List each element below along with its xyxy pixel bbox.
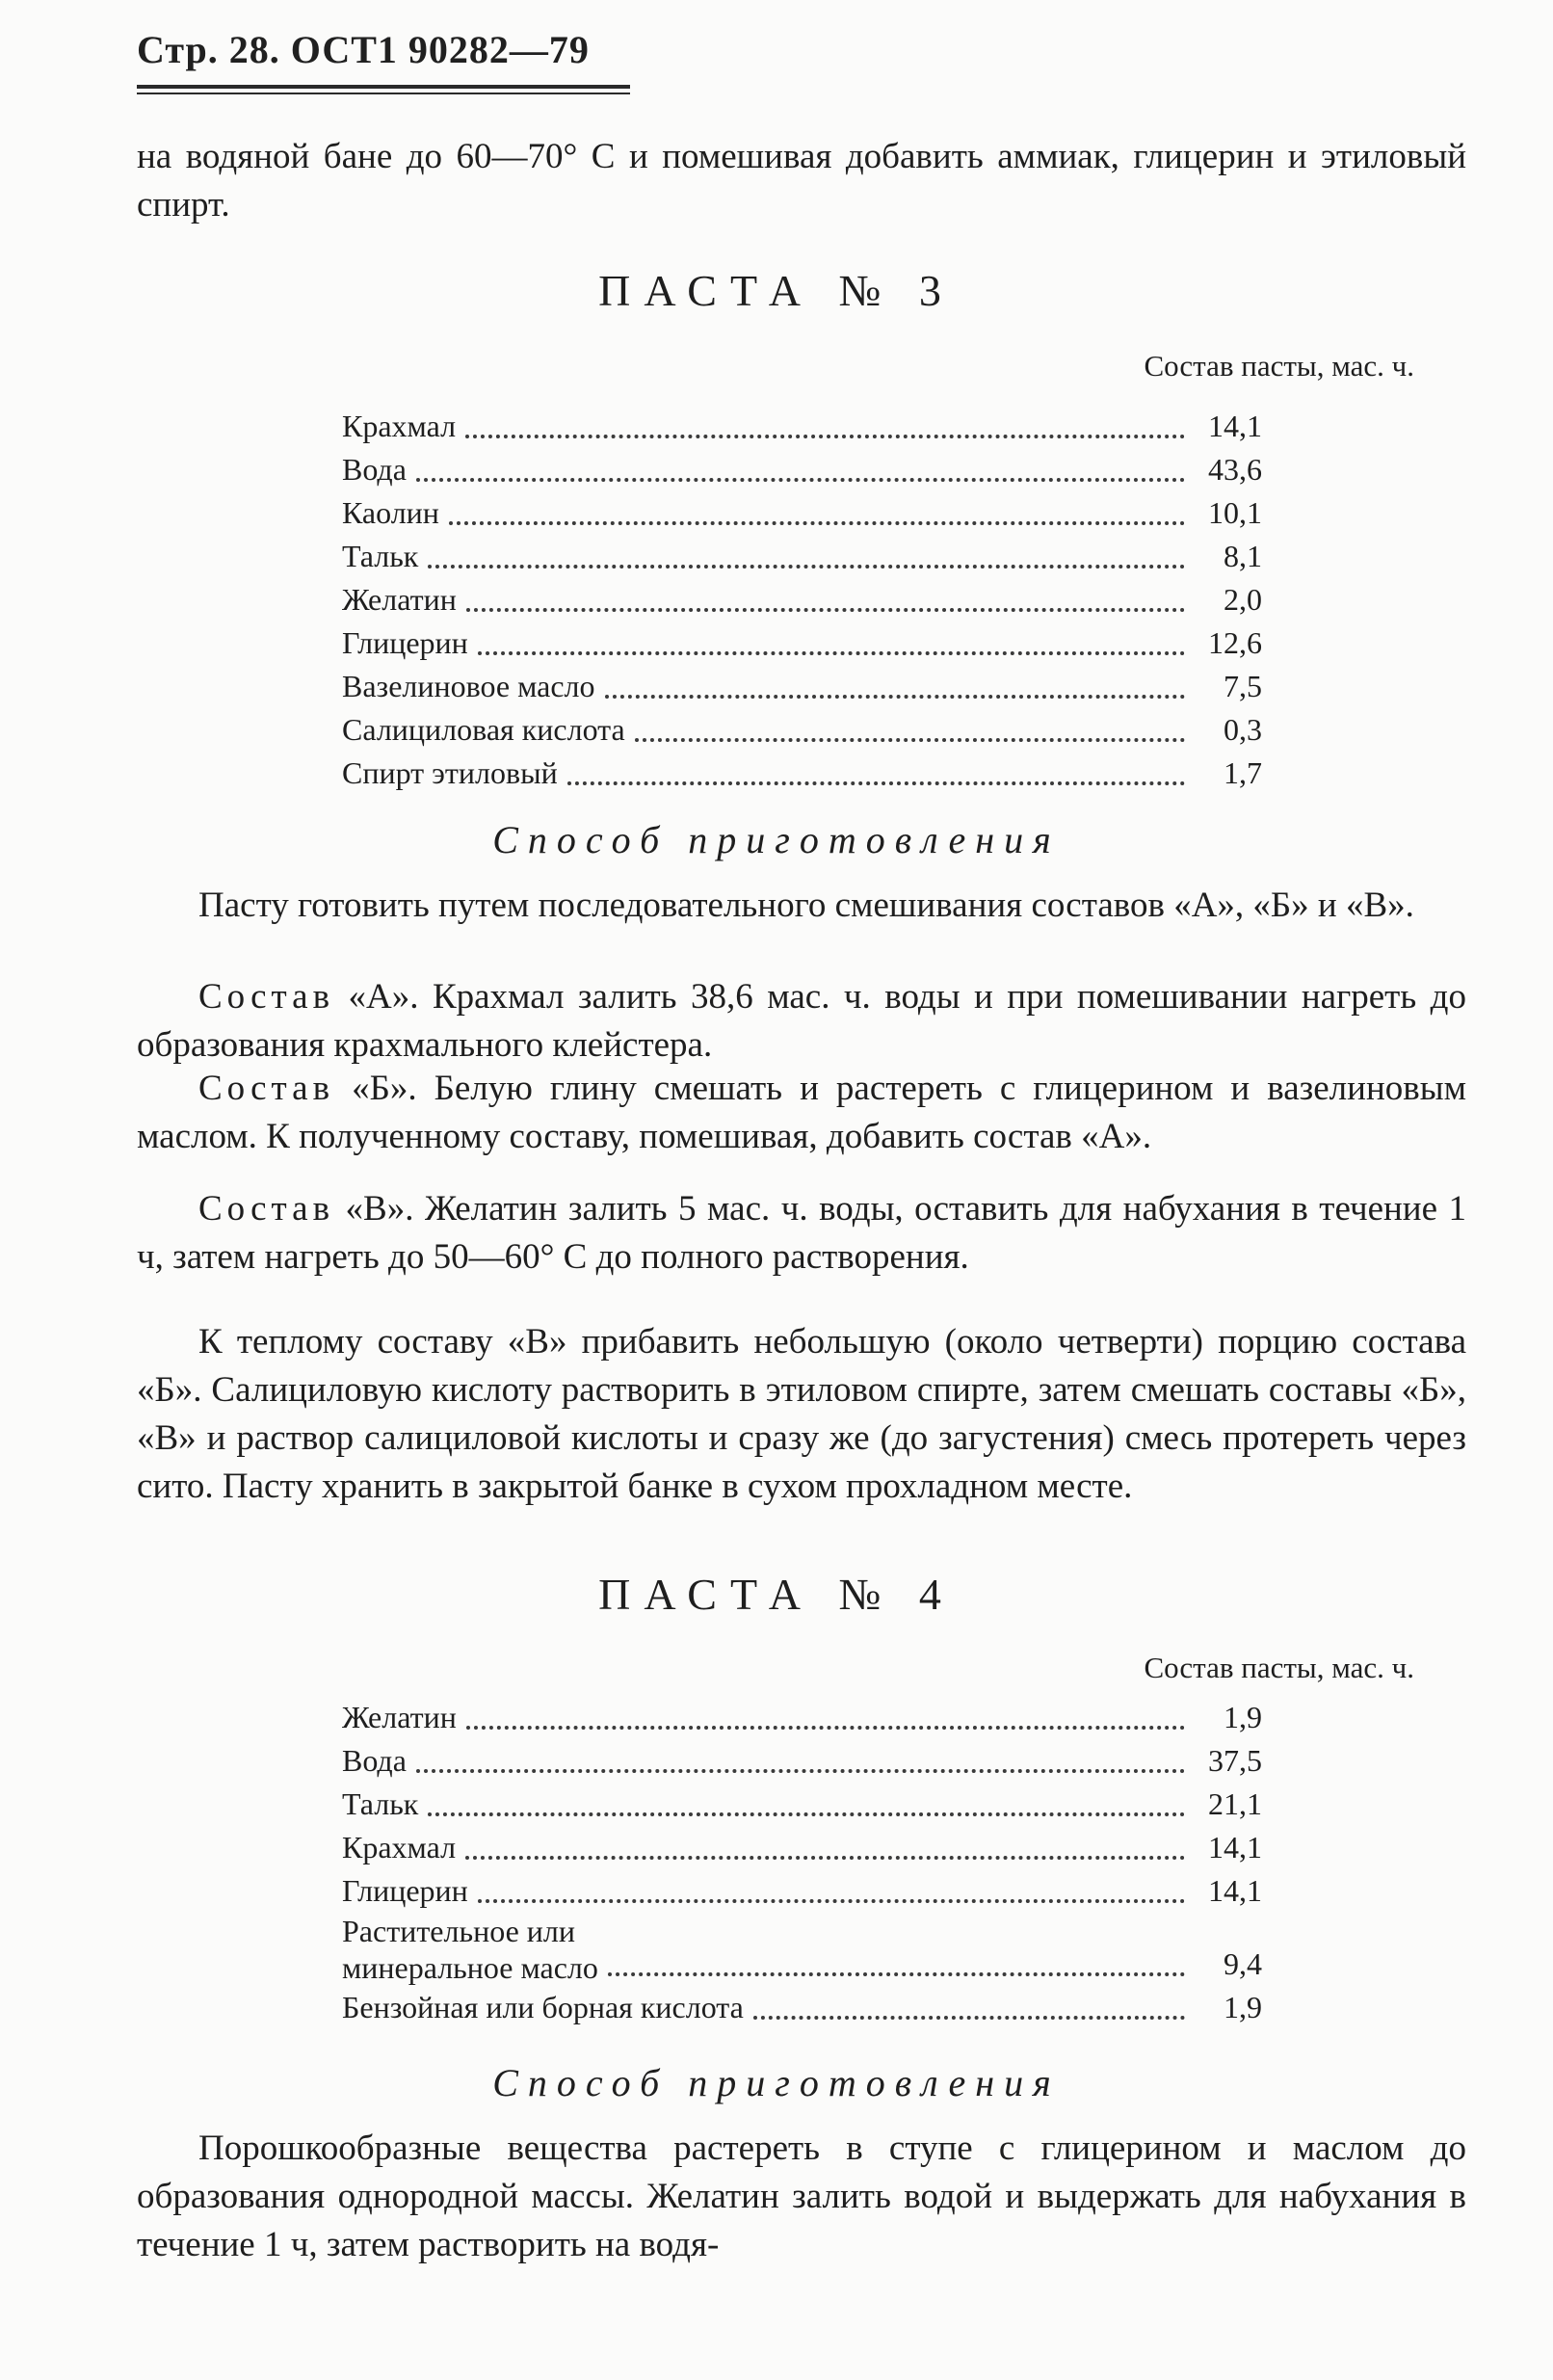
paste3-paragraph-5: К теплому составу «В» прибавить небольшую (около четверти) порцию состава «Б». Салициловую кислоту растворить в этиловом спирте, затем смешать составы «Б», «В» и раствор салициловой кислоты и сразу же (до загустения) смесь протереть через сито. Пасту хранить в закрытой банке в сухом прохладном месте. [137,1322,1466,1506]
ingredient-value: 2,0 [1224,582,1262,617]
dot-leader [466,608,1185,612]
ingredient-value: 43,6 [1208,452,1262,487]
ingredient-row [342,491,1262,535]
ingredient-row [342,1869,1262,1913]
ingredient-value: 7,5 [1224,669,1262,703]
ingredient-name: Крахмал [342,1830,457,1864]
dot-leader [465,435,1185,438]
page-header: Стр. 28. ОСТ1 90282—79 [137,28,590,71]
paragraph-text: «Б». Белую глину смешать и растереть с глицерином и вазелиновым маслом. К полученному составу, помешивая, добавить состав «А». [137,1069,1466,1156]
ingredient-name [342,1913,598,1986]
intro-paragraph: на водяной бане до 60—70° С и помешивая добавить аммиак, глицерин и этиловый спирт. [137,137,1466,225]
paste4-ingredient-list [342,1696,1262,2029]
ingredient-value: 14,1 [1208,1873,1262,1908]
ingredient-row [342,1826,1262,1869]
ingredient-row [342,708,1262,752]
paste4-composition-header: Состав пасты, мас. ч. [1144,1651,1414,1684]
ingredient-value: 8,1 [1224,539,1262,573]
dot-leader [478,1899,1185,1903]
paste3-paragraph-4 [137,1185,1466,1282]
header-rule [137,93,630,94]
ingredient-name: Салициловая кислота [342,712,625,747]
ingredient-name-line: минеральное масло [342,1950,598,1985]
header-rule [137,85,630,89]
ingredient-row [342,621,1262,665]
ingredient-row [342,752,1262,795]
paste4-paragraph-1: Порошкообразные вещества растереть в ступе с глицерином и маслом до образования однородной массы. Желатин залить водой и выдержать для набухания в течение 1 ч, затем растворить на водя- [137,2129,1466,2264]
composition-label: Состав [198,1069,335,1108]
ingredient-row [342,1986,1262,2029]
dot-leader [478,651,1185,655]
ingredient-value: 9,4 [1224,1946,1262,1981]
dot-leader [466,1726,1185,1730]
ingredient-row [342,1739,1262,1783]
ingredient-value: 1,7 [1224,755,1262,790]
ingredient-row [342,405,1262,448]
dot-leader [416,1769,1185,1773]
ingredient-name: Спирт этиловый [342,755,558,790]
dot-leader [428,1812,1185,1816]
paste4-method-title: Способ приготовления [492,2061,1061,2104]
ingredient-row [342,1696,1262,1739]
dot-leader [605,695,1186,699]
dot-leader [449,521,1185,525]
paste3-title: ПАСТА № 3 [598,266,955,315]
paste3-method-title: Способ приготовления [492,818,1061,861]
paragraph-text: «А». Крахмал залить 38,6 мас. ч. воды и при помешивании нагреть до образования крахмального клейстера. [137,977,1466,1065]
ingredient-value: 14,1 [1208,1830,1262,1864]
ingredient-row [342,448,1262,491]
ingredient-row [342,578,1262,621]
ingredient-name: Тальк [342,1786,419,1821]
composition-label: Состав [198,1189,335,1229]
ingredient-name: Крахмал [342,409,457,443]
paste4-title: ПАСТА № 4 [598,1570,955,1619]
ingredient-row [342,1783,1262,1826]
ingredient-value: 0,3 [1224,712,1262,747]
composition-label: Состав [198,977,335,1017]
dot-leader [635,738,1185,742]
paste3-paragraph-3 [137,1065,1466,1161]
ingredient-name-line: Растительное или [342,1914,575,1948]
dot-leader [416,478,1185,482]
ingredient-name: Желатин [342,1700,457,1734]
dot-leader [567,781,1185,785]
ingredient-value: 1,9 [1224,1990,1262,2024]
paste3-ingredient-list [342,405,1262,795]
ingredient-name: Вода [342,452,407,487]
ingredient-name: Глицерин [342,625,468,660]
paste3-paragraph-1: Пасту готовить путем последовательного смешивания составов «А», «Б» и «В». [198,886,1414,925]
ingredient-value: 10,1 [1208,495,1262,530]
ingredient-value: 37,5 [1208,1743,1262,1778]
paste3-composition-header: Состав пасты, мас. ч. [1144,349,1414,383]
ingredient-row [342,665,1262,708]
ingredient-row [342,1913,1262,1986]
ingredient-value: 21,1 [1208,1786,1262,1821]
ingredient-name: Глицерин [342,1873,468,1908]
ingredient-name: Бензойная или борная кислота [342,1990,744,2024]
dot-leader [753,2016,1185,2020]
dot-leader [465,1856,1185,1860]
paste3-paragraph-2 [137,973,1466,1070]
ingredient-name: Вазелиновое масло [342,669,595,703]
dot-leader [428,565,1185,569]
ingredient-name: Вода [342,1743,407,1778]
ingredient-name: Каолин [342,495,439,530]
dot-leader [608,1972,1185,1976]
ingredient-value: 12,6 [1208,625,1262,660]
ingredient-value: 14,1 [1208,409,1262,443]
ingredient-name: Тальк [342,539,419,573]
ingredient-row [342,535,1262,578]
ingredient-name: Желатин [342,582,457,617]
paragraph-text: «В». Желатин залить 5 мас. ч. воды, оставить для набухания в течение 1 ч, затем нагреть до 50—60° С до полного растворения. [137,1189,1467,1277]
ingredient-value: 1,9 [1224,1700,1262,1734]
